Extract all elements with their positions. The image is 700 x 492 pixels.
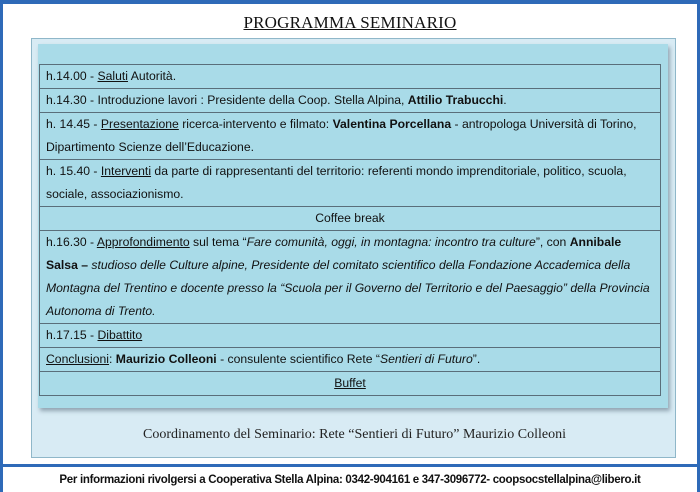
table-row (40, 324, 661, 348)
buffet-link[interactable]: Buffet (334, 376, 366, 390)
interventi-link[interactable]: Interventi (100, 164, 152, 178)
row-saluti: h.14.00 - Saluti Autorità. (40, 65, 661, 89)
row-conclusioni: Conclusioni: Maurizio Colleoni - consulente scientifico Rete “Sentieri di Futuro”. (40, 348, 661, 372)
saluti-link[interactable]: Saluti (97, 69, 128, 83)
row-dibattito: h.17.15 - Dibattito (40, 324, 661, 348)
table-row (40, 160, 661, 207)
table-row (40, 89, 661, 113)
table-row (40, 207, 661, 231)
presentazione-link[interactable]: Presentazione (100, 117, 179, 131)
row-presentazione: h. 14.45 - Presentazione ricerca-intervento e filmato: Valentina Porcellana - antropologa Università di Torino, Dipartimento Scienze dell’Educazione. (40, 113, 661, 160)
table-row (40, 231, 661, 324)
table-row (40, 113, 661, 160)
program-table (39, 64, 661, 396)
row-interventi: h. 15.40 - Interventi da parte di rappresentanti del territorio: referenti mondo imprenditoriale, politico, scuola, sociale, associazionismo. (40, 160, 661, 207)
footer-contact: Per informazioni rivolgersi a Cooperativa Stella Alpina: 0342-904161 e 347-3096772- coopsocstellalpina@libero.it (59, 474, 641, 486)
row-introduzione: h.14.30 - Introduzione lavori : Presidente della Coop. Stella Alpina, Attilio Trabucchi. (40, 89, 661, 113)
dibattito-link[interactable]: Dibattito (97, 328, 143, 342)
conclusioni-link[interactable]: Conclusioni (46, 352, 110, 366)
table-row (40, 348, 661, 372)
row-buffet (40, 372, 661, 396)
page-title: PROGRAMMA SEMINARIO (243, 13, 457, 32)
row-coffee-break: Coffee break (40, 207, 661, 231)
program-panel (31, 38, 676, 458)
footer-divider (0, 464, 700, 467)
coordination-text: Coordinamento del Seminario: Rete “Sentieri di Futuro” Maurizio Colleoni (142, 427, 567, 442)
approfondimento-link[interactable]: Approfondimento (96, 235, 190, 249)
table-row (40, 372, 661, 396)
row-approfondimento: h.16.30 - Approfondimento sul tema “Fare comunità, oggi, in montagna: incontro tra culture”, con Annibale Salsa – studioso delle Culture alpine, Presidente del comitato scientifico della Fondazione Accademica della Montagna del Trentino e docente presso la “Scuola per il Governo del Territorio e del Paesaggio” della Provincia Autonoma di Trento. (40, 231, 661, 324)
table-row (40, 65, 661, 89)
